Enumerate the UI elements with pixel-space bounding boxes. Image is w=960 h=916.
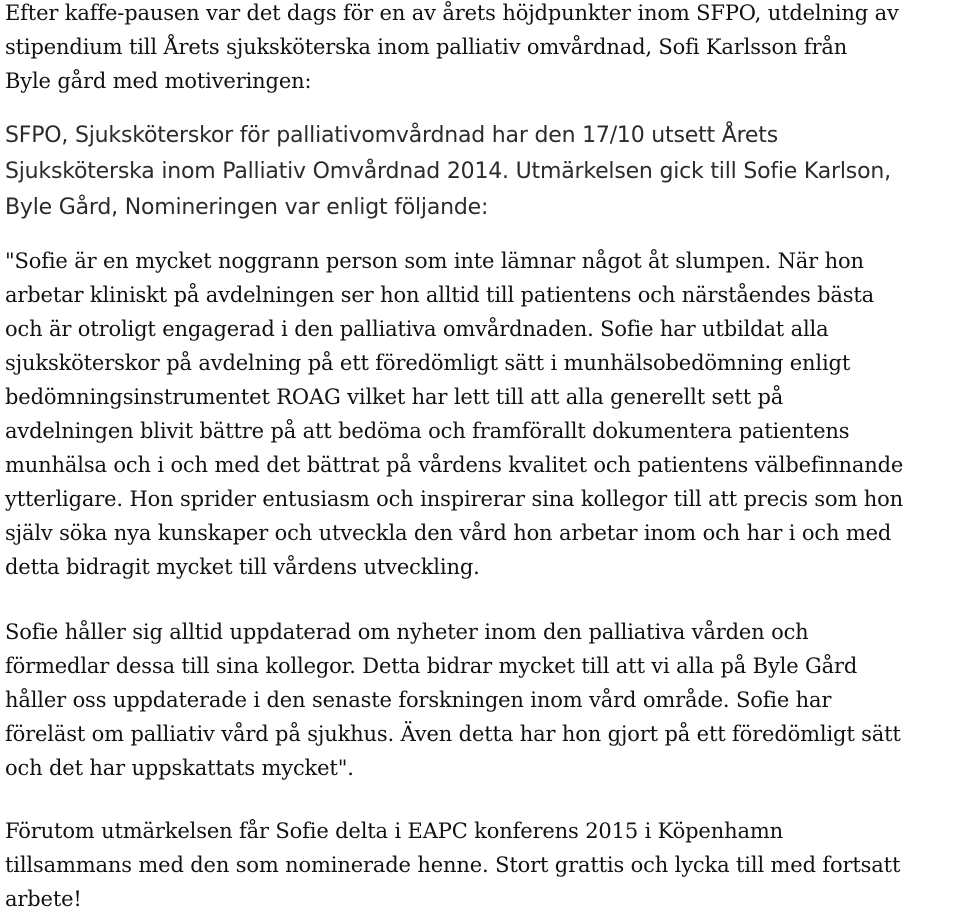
nomination-line: sjuksköterskor på avdelning på ett föredömligt sätt i munhälsobedömning enligt	[5, 351, 851, 375]
nomination-paragraph	[5, 244, 903, 584]
closing-paragraph	[5, 814, 900, 916]
intro-line: stipendium till Årets sjuksköterska inom palliativ omvårdnad, Sofi Karlsson från	[5, 35, 848, 59]
intro-line: Byle gård med motiveringen:	[5, 69, 312, 93]
nomination-line: arbetar kliniskt på avdelningen ser hon alltid till patientens och närståendes bästa	[5, 283, 875, 307]
nomination-line: "Sofie är en mycket noggrann person som inte lämnar något åt slumpen. När hon	[5, 249, 864, 273]
updated-line: Sofie håller sig alltid uppdaterad om nyheter inom den palliativa vården och	[5, 620, 809, 644]
intro-paragraph	[5, 0, 899, 98]
announcement-line: SFPO, Sjuksköterskor för palliativomvårdnad har den 17/10 utsett Årets	[5, 123, 778, 148]
updated-line: håller oss uppdaterade i den senaste forskningen inom vård område. Sofie har	[5, 688, 832, 712]
announcement-line: Byle Gård, Nomineringen var enligt följande:	[5, 195, 489, 220]
nomination-line: bedömningsinstrumentet ROAG vilket har lett till att alla generellt sett på	[5, 385, 784, 409]
nomination-line: ytterligare. Hon sprider entusiasm och inspirerar sina kollegor till att precis som hon	[5, 487, 904, 511]
updated-paragraph	[5, 615, 901, 785]
updated-line: förmedlar dessa till sina kollegor. Detta bidrar mycket till att vi alla på Byle Gård	[5, 654, 858, 678]
intro-line: Efter kaffe-pausen var det dags för en av årets höjdpunkter inom SFPO, utdelning av	[5, 1, 899, 25]
closing-line: tillsammans med den som nominerade henne. Stort grattis och lycka till med fortsatt	[5, 853, 901, 877]
nomination-line: själv söka nya kunskaper och utveckla den vård hon arbetar inom och har i och med	[5, 521, 892, 545]
updated-line: och det har uppskattats mycket".	[5, 756, 354, 780]
updated-line: föreläst om palliativ vård på sjukhus. Även detta har hon gjort på ett föredömligt sätt	[5, 722, 901, 746]
announcement-line: Sjuksköterska inom Palliativ Omvårdnad 2014. Utmärkelsen gick till Sofie Karlson,	[5, 159, 891, 184]
nomination-line: munhälsa och i och med det bättrat på vårdens kvalitet och patientens välbefinnande	[5, 453, 904, 477]
nomination-line: detta bidragit mycket till vårdens utveckling.	[5, 555, 480, 579]
closing-line: Förutom utmärkelsen får Sofie delta i EAPC konferens 2015 i Köpenhamn	[5, 819, 783, 843]
closing-line: arbete!	[5, 887, 82, 911]
announcement-paragraph	[5, 118, 891, 226]
nomination-line: avdelningen blivit bättre på att bedöma och framförallt dokumentera patientens	[5, 419, 850, 443]
nomination-line: och är otroligt engagerad i den palliativa omvårdnaden. Sofie har utbildat alla	[5, 317, 829, 341]
